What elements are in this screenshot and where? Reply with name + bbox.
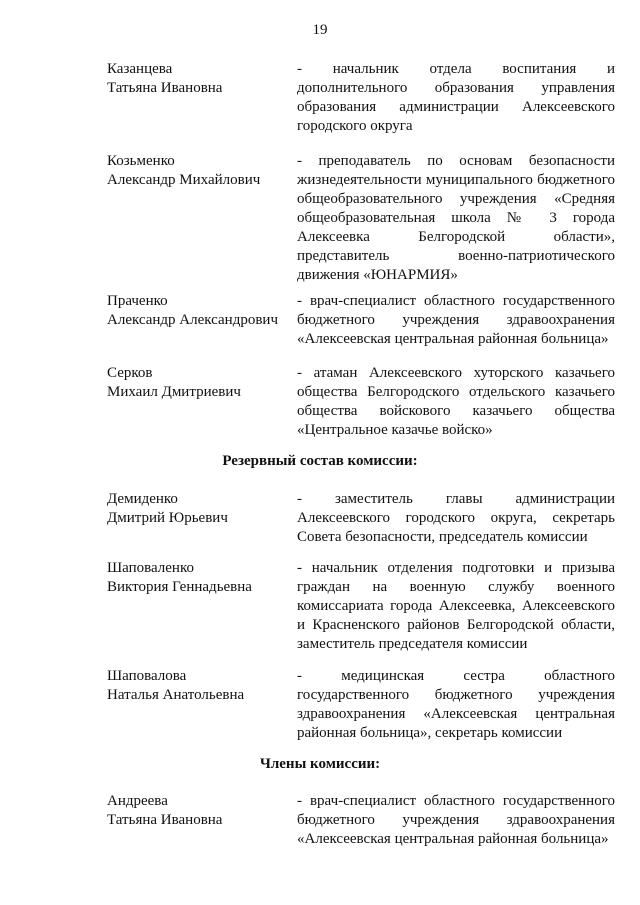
page-number: 19 <box>312 22 328 38</box>
surname: Шаповаленко <box>107 560 194 576</box>
surname: Демиденко <box>107 491 178 507</box>
position-description: - начальник отдела воспитания и дополнительного образования управления образования администрации Алексеевского городского округа <box>297 61 615 134</box>
section-heading-reserve: Резервный состав комиссии: <box>222 453 418 469</box>
given-names: Дмитрий Юрьевич <box>107 510 228 526</box>
given-names: Наталья Анатольевна <box>107 687 245 703</box>
surname: Серков <box>107 365 153 381</box>
given-names: Татьяна Ивановна <box>107 80 223 96</box>
position-description: - начальник отделения подготовки и призыва граждан на военную службу военного комиссариата города Алексеевка, Алексеевского и Красненского районов Белгородской области, заместитель председателя комиссии <box>297 560 615 652</box>
given-names: Александр Михайлович <box>107 172 261 188</box>
position-description: - атаман Алексеевского хуторского казачьего общества Белгородского отдельского казачьего общества войскового казачьего общества «Центральное казачье войско» <box>297 365 615 438</box>
person-name <box>107 792 287 830</box>
position-description: - заместитель главы администрации Алексеевского городского округа, секретарь Совета безопасности, председатель комиссии <box>297 491 615 545</box>
person-name <box>107 559 287 597</box>
person-name <box>107 60 287 98</box>
person-name <box>107 292 287 330</box>
surname: Андреева <box>107 793 168 809</box>
position-description: - врач-специалист областного государственного бюджетного учреждения здравоохранения «Алексеевская центральная районная больница» <box>297 793 615 847</box>
position-description: - врач-специалист областного государственного бюджетного учреждения здравоохранения «Алексеевская центральная районная больница» <box>297 293 615 347</box>
given-names: Александр Александрович <box>107 312 278 328</box>
person-name <box>107 667 287 705</box>
surname: Козьменко <box>107 153 175 169</box>
position-description: - преподаватель по основам безопасности жизнедеятельности муниципального бюджетного общеобразовательного учреждения «Средняя общеобразовательная школа № 3 города Алексеевка Белгородской области», представитель военно-патриотического движения «ЮНАРМИЯ» <box>297 153 615 283</box>
surname: Праченко <box>107 293 168 309</box>
surname: Шаповалова <box>107 668 187 684</box>
person-name <box>107 152 287 190</box>
given-names: Михаил Дмитриевич <box>107 384 241 400</box>
person-name <box>107 364 287 402</box>
surname: Казанцева <box>107 61 173 77</box>
given-names: Виктория Геннадьевна <box>107 579 252 595</box>
person-name <box>107 490 287 528</box>
position-description: - медицинская сестра областного государственного бюджетного учреждения здравоохранения «Алексеевская центральная районная больница», секретарь комиссии <box>297 668 615 741</box>
given-names: Татьяна Ивановна <box>107 812 223 828</box>
section-heading-members: Члены комиссии: <box>259 756 381 772</box>
